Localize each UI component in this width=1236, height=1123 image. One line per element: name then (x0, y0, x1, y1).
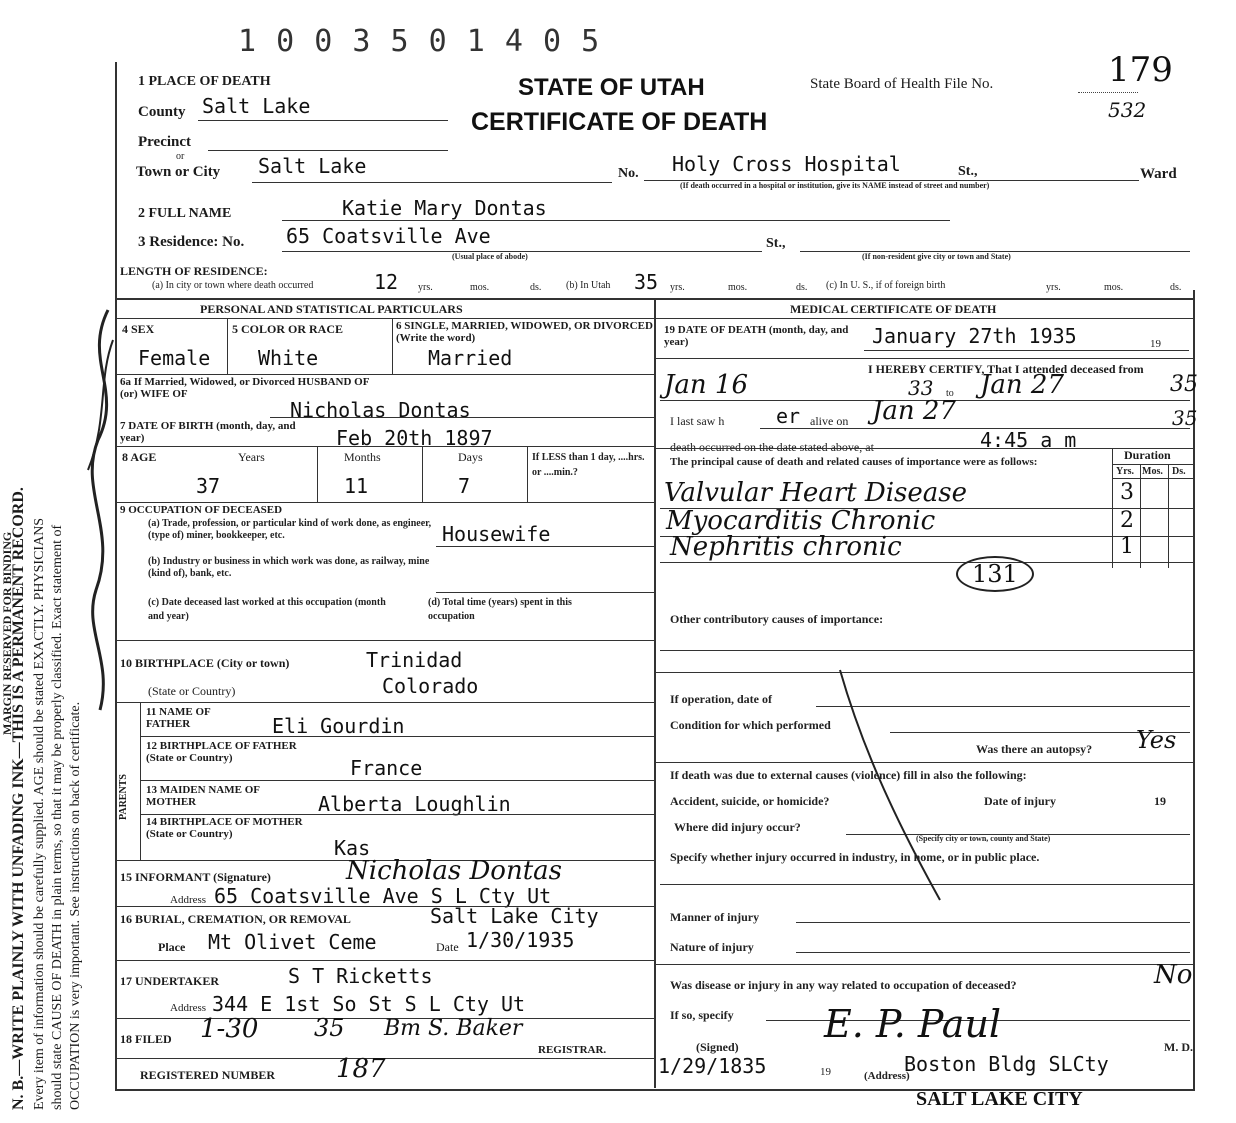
last-saw-fill: er (776, 404, 801, 428)
sex-label: 4 SEX (122, 322, 155, 336)
injury-date-label: Date of injury (984, 794, 1056, 808)
street-address: Holy Cross Hospital (672, 152, 901, 176)
cause-2-years: 2 (1120, 508, 1134, 533)
county-label: County (138, 104, 186, 120)
residence-us-label: (c) In U. S., if of foreign birth (826, 280, 946, 291)
burial-place-label: Place (158, 940, 186, 954)
certify-text: I HEREBY CERTIFY, That I attended deceased from (868, 362, 1144, 376)
board-file-number-2: 532 (1108, 98, 1147, 122)
color-label: 5 COLOR OR RACE (232, 322, 344, 336)
mother-label: 13 MAIDEN NAME OF MOTHER (146, 784, 260, 808)
footer-stamp: SALT LAKE CITY (916, 1088, 1083, 1110)
residence-st-label: St., (766, 236, 786, 251)
age-years-value: 37 (196, 474, 221, 498)
margin-instructions-2: should state CAUSE OF DEATH in plain terms, so that it may be properly classified. Exact statement of (50, 524, 65, 1110)
where-note: (Specify city or town, county and State) (916, 834, 1051, 843)
sex-value: Female (138, 346, 211, 370)
last-saw-year: 35 (1172, 406, 1198, 430)
manner-label: Manner of injury (670, 910, 760, 924)
nonresident-note: (If non-resident give city or town and State) (862, 252, 1011, 261)
full-name-value: Katie Mary Dontas (342, 196, 547, 220)
ward-label: Ward (1140, 166, 1177, 182)
father-value: Eli Gourdin (272, 714, 405, 738)
physician-address: Boston Bldg SLCty (904, 1052, 1109, 1076)
age-days-label: Days (458, 450, 483, 464)
burial-label: 16 BURIAL, CREMATION, OR REMOVAL (120, 912, 351, 926)
duration-col-mos: Mos. (1142, 466, 1163, 477)
father-label: 11 NAME OF FATHER (146, 706, 211, 730)
undertaker-value: S T Ricketts (288, 964, 433, 988)
mother-birthplace-label: 14 BIRTHPLACE OF MOTHER (State or Country) (146, 816, 303, 840)
death-time: 4:45 a m (980, 428, 1077, 452)
attended-to-label: to (946, 388, 954, 399)
dod-value: January 27th 1935 (872, 324, 1077, 348)
county-value: Salt Lake (202, 94, 311, 118)
burial-date-label: Date (436, 940, 459, 954)
cause-1-years: 3 (1120, 480, 1134, 505)
occupation-related-value: No (1154, 960, 1193, 990)
spouse-value: Nicholas Dontas (290, 398, 471, 422)
if-so-label: If so, specify (670, 1008, 734, 1022)
ds-label-b: ds. (796, 282, 808, 293)
street-no-label: No. (618, 166, 639, 181)
dod-label: 19 DATE OF DEATH (month, day, and year) (664, 324, 849, 348)
occupation-value: Housewife (442, 522, 551, 546)
personal-header: PERSONAL AND STATISTICAL PARTICULARS (200, 302, 463, 316)
operation-label: If operation, date of (670, 692, 772, 706)
margin-instructions-3: OCCUPATION is very important. See instructions on back of certificate. (68, 701, 83, 1110)
informant-address: 65 Coatsville Ave S L Cty Ut (214, 884, 552, 908)
md-label: M. D. (1164, 1040, 1193, 1054)
registered-number-label: REGISTERED NUMBER (140, 1068, 276, 1082)
marital-label: 6 SINGLE, MARRIED, WIDOWED, OR DIVORCED (Write the word) (396, 320, 653, 344)
father-birthplace-value: France (350, 756, 423, 780)
mother-birthplace-value: Kas (334, 836, 371, 860)
town-label: Town or City (136, 164, 221, 180)
yrs-label-c: yrs. (1046, 282, 1061, 293)
state-title: STATE OF UTAH (518, 74, 705, 101)
duration-col-yrs: Yrs. (1116, 466, 1135, 477)
cause-label: The principal cause of death and related causes of importance were as follows: (670, 456, 1038, 468)
attended-to: Jan 27 (980, 370, 1065, 400)
mos-label-a: mos. (470, 282, 490, 293)
attended-from-year: 33 (908, 376, 934, 400)
age-months-label: Months (344, 450, 381, 464)
birthplace-state-label: (State or Country) (148, 684, 236, 698)
dob-value: Feb 20th 1897 (336, 426, 493, 450)
undertaker-address-label: Address (170, 1002, 207, 1014)
age-days-value: 7 (458, 474, 471, 498)
birthplace-state: Colorado (382, 674, 479, 698)
registered-number: 187 (336, 1054, 386, 1084)
registrar-signature: Bm S. Baker (384, 1016, 523, 1041)
cause-2: Myocarditis Chronic (666, 506, 936, 536)
cross-out-line (830, 660, 950, 910)
margin-permanent-record: N. B.—WRITE PLAINLY WITH UNFADING INK—THIS IS A PERMANENT RECORD. (10, 487, 27, 1110)
injury-year-prefix: 19 (1154, 794, 1166, 808)
marital-value: Married (428, 346, 513, 370)
specify-label: Specify whether injury occurred in industry, in home, or in public place. (670, 850, 1040, 864)
ds-label-a: ds. (530, 282, 542, 293)
filed-year: 35 (314, 1014, 345, 1042)
ds-label-c: ds. (1170, 282, 1182, 293)
last-saw-date: Jan 27 (872, 396, 957, 426)
last-saw-label: I last saw h (670, 414, 725, 428)
cause-3: Nephritis chronic (670, 532, 902, 562)
condition-label: Condition for which performed (670, 718, 831, 732)
precinct-label: Precinct (138, 134, 192, 150)
informant-address-label: Address (170, 894, 207, 906)
certificate-title: CERTIFICATE OF DEATH (471, 108, 768, 136)
informant-label: 15 INFORMANT (Signature) (120, 870, 271, 884)
board-file-number: 179 (1108, 50, 1173, 90)
duration-col-ds: Ds. (1172, 466, 1186, 477)
residence-city-years: 12 (374, 270, 399, 294)
burial-date: 1/30/1935 (466, 928, 575, 952)
filed-date: 1-30 (200, 1014, 259, 1044)
burial-place: Mt Olivet Ceme (208, 930, 377, 954)
death-time-label: death occurred on the date stated above, at (670, 440, 874, 454)
signed-date: 1/29/1835 (658, 1054, 767, 1078)
residence-utah-years: 35 (634, 270, 659, 294)
signed-year-prefix: 19 (820, 1066, 831, 1078)
burial-value: Salt Lake City (430, 904, 599, 928)
attended-to-year: 35 (1170, 372, 1198, 397)
mos-label-c: mos. (1104, 282, 1124, 293)
duration-label: Duration (1124, 448, 1171, 462)
place-of-death-heading: 1 PLACE OF DEATH (138, 74, 271, 89)
cause-3-years: 1 (1120, 534, 1134, 559)
other-causes-label: Other contributory causes of importance: (670, 612, 884, 626)
mos-label-b: mos. (728, 282, 748, 293)
street-st-label: St., (958, 164, 978, 179)
birthplace-label: 10 BIRTHPLACE (City or town) (120, 656, 290, 670)
autopsy-label: Was there an autopsy? (976, 742, 1093, 756)
occupation-related-label: Was disease or injury in any way related to occupation of deceased? (670, 978, 1017, 992)
margin-instructions-1: Every item of information should be carefully supplied. AGE should be stated EXACTLY. PHYSICIANS (32, 517, 47, 1110)
frame-left (115, 62, 117, 1090)
undertaker-label: 17 UNDERTAKER (120, 974, 220, 988)
length-residence-label: LENGTH OF RESIDENCE: (120, 264, 268, 278)
full-name-label: 2 FULL NAME (138, 206, 232, 221)
town-value: Salt Lake (258, 154, 367, 178)
dod-year-prefix: 19 (1150, 338, 1161, 350)
residence-label: 3 Residence: No. (138, 234, 245, 250)
alive-on-label: alive on (810, 414, 849, 428)
medical-header: MEDICAL CERTIFICATE OF DEATH (790, 302, 997, 316)
physician-signature: E. P. Paul (824, 1002, 1002, 1046)
or-label: or (176, 151, 185, 162)
age-months-value: 11 (344, 474, 369, 498)
yrs-label-a: yrs. (418, 282, 433, 293)
mother-value: Alberta Loughlin (318, 792, 511, 816)
institution-note: (If death occurred in a hospital or institution, give its NAME instead of street and number) (680, 181, 990, 190)
cause-1: Valvular Heart Disease (664, 478, 967, 508)
yrs-label-b: yrs. (670, 282, 685, 293)
age-label: 8 AGE (122, 450, 157, 464)
registrar-label: REGISTRAR. (538, 1044, 607, 1056)
age-years-label: Years (238, 450, 265, 464)
cause-code: 131 (956, 556, 1034, 592)
less-than-day-label: If LESS than 1 day, ....hrs. or ....min.? (532, 452, 645, 478)
father-birthplace-label: 12 BIRTHPLACE OF FATHER (State or Country) (146, 740, 297, 764)
spouse-label: 6a If Married, Widowed, or Divorced HUSBAND OF (or) WIFE OF (120, 376, 370, 400)
informant-signature: Nicholas Dontas (346, 856, 562, 886)
margin-binding-note: MARGIN RESERVED FOR BINDING (0, 531, 14, 735)
occupation-a-label: (a) Trade, profession, or particular kind of work done, as engineer, (type of) miner, bookkeeper, etc. (148, 518, 432, 541)
residence-utah-label: (b) In Utah (566, 280, 611, 291)
certificate-serial: 1 0 0 3 5 0 1 4 0 5 (238, 24, 601, 59)
external-causes-label: If death was due to external causes (violence) fill in also the following: (670, 768, 1027, 782)
board-file-label: State Board of Health File No. (810, 76, 994, 92)
signed-label: (Signed) (696, 1040, 739, 1054)
occupation-c-label: (c) Date deceased last worked at this occupation (month and year) (148, 597, 386, 622)
physician-address-label: (Address) (864, 1070, 910, 1082)
parents-label: PARENTS (118, 774, 129, 820)
undertaker-address: 344 E 1st So St S L Cty Ut (212, 992, 526, 1016)
color-value: White (258, 346, 319, 370)
occupation-d-label: (d) Total time (years) spent in this occupation (428, 597, 572, 622)
where-label: Where did injury occur? (674, 820, 801, 834)
occupation-b-label: (b) Industry or business in which work was done, as railway, mine (kind of), bank, etc. (148, 556, 430, 579)
birthplace-city: Trinidad (366, 648, 463, 672)
accident-label: Accident, suicide, or homicide? (670, 794, 830, 808)
filed-label: 18 FILED (120, 1032, 172, 1046)
occupation-heading: 9 OCCUPATION OF DECEASED (120, 504, 283, 516)
attended-from: Jan 16 (664, 370, 749, 400)
usual-abode-note: (Usual place of abode) (452, 252, 528, 261)
residence-city-label: (a) In city or town where death occurred (152, 280, 314, 291)
autopsy-value: Yes (1136, 726, 1177, 754)
dob-label: 7 DATE OF BIRTH (month, day, and year) (120, 420, 296, 444)
nature-label: Nature of injury (670, 940, 754, 954)
residence-value: 65 Coatsville Ave (286, 224, 491, 248)
